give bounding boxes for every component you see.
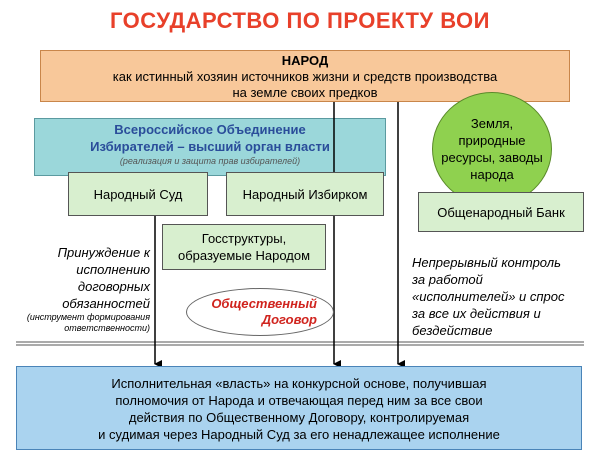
national-bank-box: Общенародный Банк: [418, 192, 584, 232]
dogovor-line-1: Общественный: [211, 296, 317, 311]
gos-line-1: Госструктуры,: [201, 231, 287, 246]
coercion-line-1: Принуждение к: [57, 245, 150, 260]
social-contract-ellipse: [186, 288, 334, 336]
earth-line-4: народа: [470, 167, 514, 182]
control-line-1: Непрерывный контроль: [412, 255, 561, 270]
narod-line-1: как истинный хозяин источников жизни и средств производства: [112, 69, 498, 84]
voi-line-2: Избирателей – высший орган власти: [90, 139, 330, 154]
voi-subtitle: (реализация и защита прав избирателей): [119, 156, 301, 166]
gos-line-2: образуемые Народом: [177, 248, 311, 263]
earth-resources-circle: [432, 92, 552, 206]
control-line-5: бездействие: [412, 323, 493, 338]
coercion-line-2: исполнению: [76, 262, 150, 277]
people-election-commission-box: Народный Избирком: [226, 172, 384, 216]
coercion-note-2: ответственности): [64, 323, 150, 333]
voi-line-1: Всероссийское Объединение: [114, 122, 306, 137]
bottom-line-1: Исполнительная «власть» на конкурсной основе, получившая: [111, 376, 487, 391]
bottom-line-4: и судимая через Народный Суд за его ненадлежащее исполнение: [98, 427, 500, 442]
coercion-note-1: (инструмент формирования: [26, 312, 150, 322]
coercion-text: [4, 244, 150, 334]
control-text: [412, 254, 594, 339]
control-line-2: за работой: [412, 272, 483, 287]
coercion-line-3: договорных: [77, 279, 150, 294]
diagram-title: ГОСУДАРСТВО ПО ПРОЕКТУ ВОИ: [110, 8, 490, 33]
bottom-line-2: полномочия от Народа и отвечающая перед ним за все свои: [115, 393, 483, 408]
executive-power-box: [16, 366, 582, 450]
people-court-box: Народный Суд: [68, 172, 208, 216]
state-structures-box: [162, 224, 326, 270]
bottom-line-3: действия по Общественному Договору, контролируемая: [128, 410, 470, 425]
earth-line-1: Земля,: [470, 116, 514, 131]
earth-line-3: ресурсы, заводы: [441, 150, 543, 165]
dogovor-line-2: Договор: [261, 312, 317, 327]
earth-line-2: природные: [458, 133, 526, 148]
narod-title: НАРОД: [281, 53, 329, 68]
narod-line-2: на земле своих предков: [232, 85, 378, 100]
control-line-3: «исполнителей» и спрос: [412, 289, 565, 304]
coercion-line-4: обязанностей: [62, 296, 150, 311]
control-line-4: за все их действия и: [412, 306, 541, 321]
